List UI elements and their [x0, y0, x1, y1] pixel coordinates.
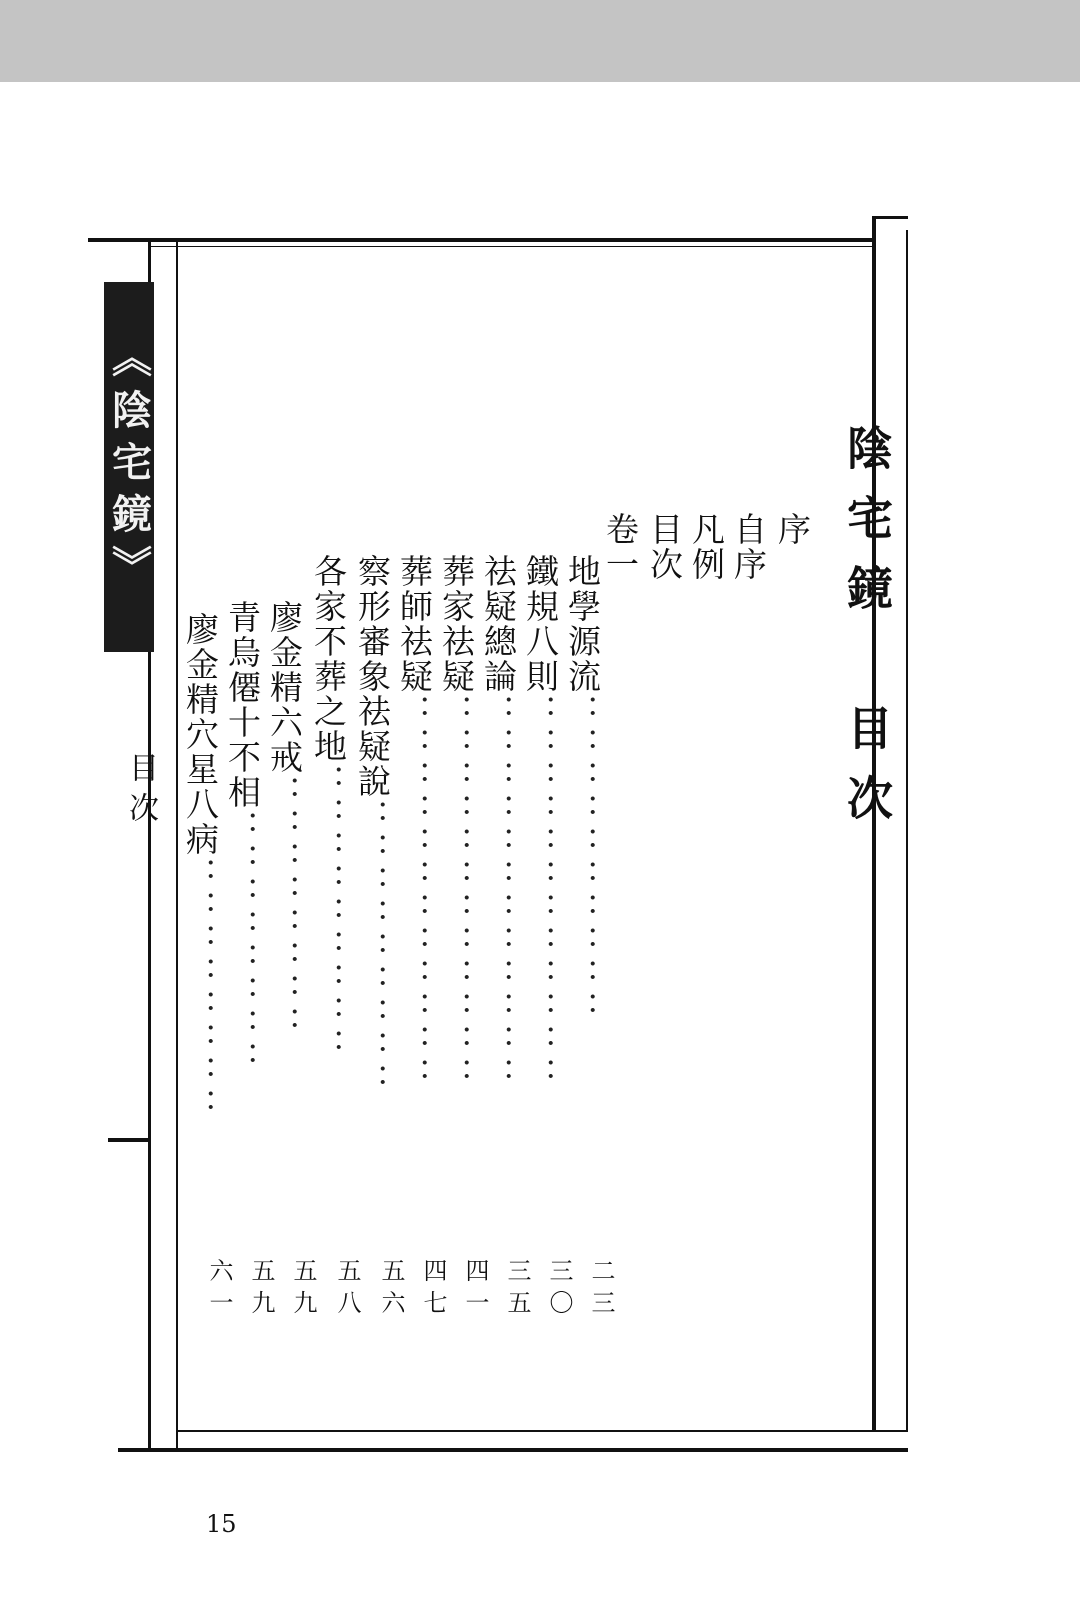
front-matter-preface — [773, 512, 812, 547]
toc-page-number: 三五 — [503, 1258, 531, 1322]
volume-label: 卷一 — [601, 512, 640, 582]
toc-page-number: 四一 — [461, 1258, 489, 1322]
toc-page-number: 五六 — [377, 1258, 405, 1322]
toc-entry-label: 各家不葬之地 — [309, 554, 348, 764]
frame-bottom-rule — [118, 1448, 908, 1452]
toc-entry-label: 青烏僊十不相 — [223, 600, 262, 810]
spine-fold-mark — [108, 1138, 150, 1142]
front-matter-label: 目次 — [645, 512, 684, 582]
toc-entry-3 — [479, 554, 518, 1090]
spine-title-banner: 《陰宅鏡》 — [104, 282, 154, 652]
footer-page-number: 15 — [206, 1510, 237, 1538]
toc-page-number: 五九 — [247, 1258, 275, 1322]
toc-entry-9 — [223, 600, 262, 1074]
toc-entry-label: 廖金精穴星八病 — [181, 612, 220, 857]
frame-right-top-cap — [872, 216, 908, 219]
frame-bottom-rule-thin — [178, 1430, 908, 1432]
toc-entry-label: 地學源流 — [563, 554, 602, 694]
page-title: 陰宅鏡 目次 — [840, 424, 894, 844]
frame-top-rule-thin — [150, 246, 874, 247]
leader-dots: ：：：：：：：：：：：： — [437, 694, 476, 1090]
leader-dots: ：：：：：：：：：：：： — [521, 694, 560, 1090]
toc-page-number: 五八 — [333, 1258, 361, 1322]
front-matter-conventions — [687, 512, 726, 582]
toc-entry-1 — [563, 554, 602, 1024]
toc-entry-8 — [265, 600, 304, 1039]
toc-entry-7 — [309, 554, 348, 1061]
leader-dots: ：：：：：：：： — [265, 775, 304, 1039]
toc-entry-2 — [521, 554, 560, 1090]
toc-page-number: 四七 — [419, 1258, 447, 1322]
toc-page-number: 二三 — [587, 1258, 615, 1322]
toc-entry-10 — [181, 612, 220, 1121]
toc-entry-label: 鐵規八則 — [521, 554, 560, 694]
toc-entry-5 — [395, 554, 434, 1090]
toc-entry-6 — [353, 554, 392, 1096]
toc-entry-4 — [437, 554, 476, 1090]
front-matter-label: 凡例 — [687, 512, 726, 582]
top-gray-bar — [0, 0, 1080, 82]
leader-dots: ：：：：：：：：：：：： — [479, 694, 518, 1090]
spine-section-label: 目次 — [123, 752, 158, 832]
front-matter-label: 序 — [773, 512, 812, 547]
toc-entry-label: 葬家祛疑 — [437, 554, 476, 694]
volume-heading — [601, 512, 640, 582]
leader-dots: ：：：：：：：：： — [309, 764, 348, 1061]
front-matter-label: 自序 — [729, 512, 768, 582]
frame-left-rule-inner — [176, 242, 178, 1448]
toc-page-number: 五九 — [289, 1258, 317, 1322]
toc-entry-label: 葬師祛疑 — [395, 554, 434, 694]
toc-entry-label: 廖金精六戒 — [265, 600, 304, 775]
toc-page-number: 三〇 — [545, 1258, 573, 1322]
frame-right-rule-outer — [906, 230, 908, 1432]
toc-entry-label: 察形審象祛疑說 — [353, 554, 392, 799]
leader-dots: ：：：：：：：：： — [353, 799, 392, 1096]
frame-top-rule — [88, 238, 876, 242]
toc-entry-label: 祛疑總論 — [479, 554, 518, 694]
front-matter-contents — [645, 512, 684, 582]
leader-dots: ：：：：：：：： — [223, 810, 262, 1074]
toc-page-number: 六一 — [205, 1258, 233, 1322]
leader-dots: ：：：：：：：： — [181, 857, 220, 1121]
leader-dots: ：：：：：：：：：： — [563, 694, 602, 1024]
leader-dots: ：：：：：：：：：：：： — [395, 694, 434, 1090]
front-matter-author-preface — [729, 512, 768, 582]
